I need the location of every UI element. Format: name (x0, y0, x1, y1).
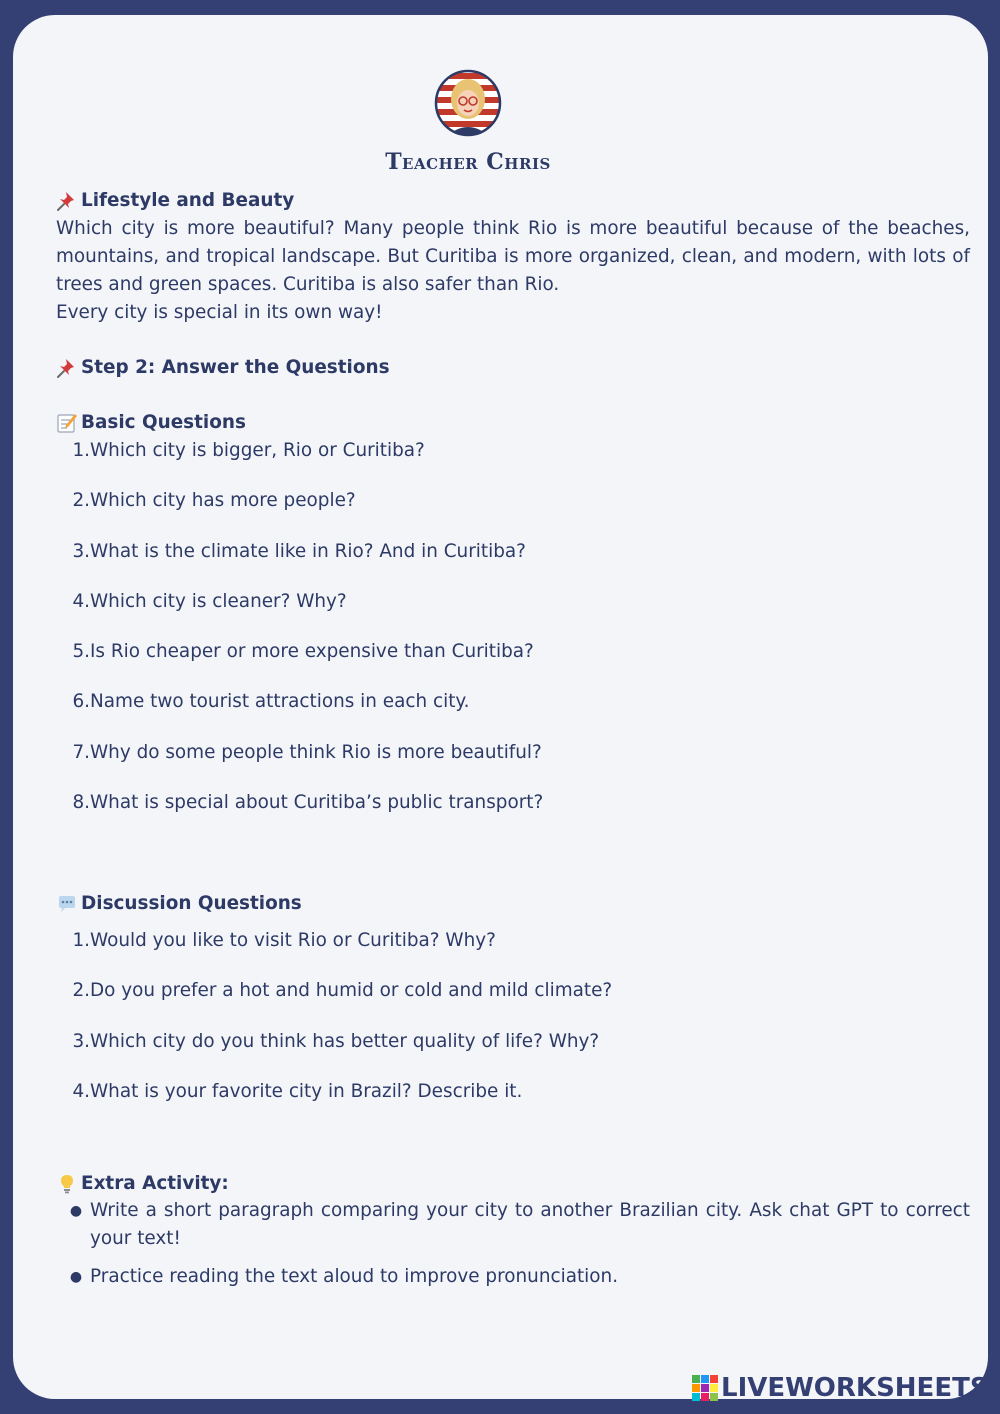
pushpin-icon (56, 357, 78, 379)
basic-questions-list (56, 437, 970, 839)
lifestyle-title: Lifestyle and Beauty (81, 190, 295, 211)
list-item: 4. Which city is cleaner? Why? (72, 590, 347, 612)
list-item: ● Write a short paragraph comparing your city to another Brazilian city. Ask chat GPT to correct your text! (69, 1200, 970, 1249)
discussion-title: Discussion Questions (81, 893, 302, 914)
discussion-questions-list (56, 927, 970, 1128)
basic-title: Basic Questions (81, 412, 246, 433)
list-item: 6. Name two tourist attractions in each city. (72, 691, 470, 713)
list-item: ● Practice reading the text aloud to improve pronunciation. (69, 1266, 619, 1287)
teacher-avatar (434, 69, 502, 137)
step2-title: Step 2: Answer the Questions (81, 357, 390, 378)
liveworksheets-logo[interactable] (692, 1373, 989, 1403)
list-item: 8. What is special about Curitiba’s public transport? (72, 792, 544, 814)
list-item: 2. Which city has more people? (72, 490, 356, 512)
speech-bubble-icon (56, 893, 78, 915)
worksheet-card (13, 15, 988, 1399)
extra-heading (56, 1170, 229, 1198)
brand-title: Teacher Chris (385, 149, 551, 175)
lightbulb-icon (56, 1173, 78, 1195)
list-item: 1. Would you like to visit Rio or Curitiba? Why? (72, 930, 496, 951)
list-item: 7. Why do some people think Rio is more beautiful? (72, 741, 542, 763)
memo-icon (56, 412, 78, 434)
discussion-heading (56, 890, 302, 918)
worksheet-content (56, 187, 970, 1287)
lifestyle-closing: Every city is special in its own way! (56, 302, 383, 323)
lifestyle-paragraph: Which city is more beautiful? Many people think Rio is more beautiful because of the beaches, mountains, and tropical landscape. But Curitiba is more organized, clean, and modern, with lots of trees and green spaces. Curitiba is also safer than Rio. (56, 218, 970, 295)
list-item: 1. Which city is bigger, Rio or Curitiba? (72, 440, 425, 461)
list-item: 2. Do you prefer a hot and humid or cold and mild climate? (72, 980, 613, 1002)
liveworksheets-mark-icon (692, 1375, 718, 1401)
list-item: 3. What is the climate like in Rio? And in Curitiba? (72, 540, 526, 562)
pushpin-icon (56, 190, 78, 212)
list-item: 3. Which city do you think has better quality of life? Why? (72, 1030, 600, 1052)
extra-title: Extra Activity: (81, 1173, 229, 1194)
list-item: 5. Is Rio cheaper or more expensive than Curitiba? (72, 641, 534, 663)
extra-activity-list (56, 1197, 970, 1301)
step2-heading (56, 354, 970, 382)
list-item: 4. What is your favorite city in Brazil? Describe it. (72, 1080, 523, 1102)
lifestyle-heading (56, 187, 970, 215)
basic-heading (56, 409, 970, 437)
liveworksheets-text: LIVEWORKSHEETS (721, 1373, 989, 1403)
